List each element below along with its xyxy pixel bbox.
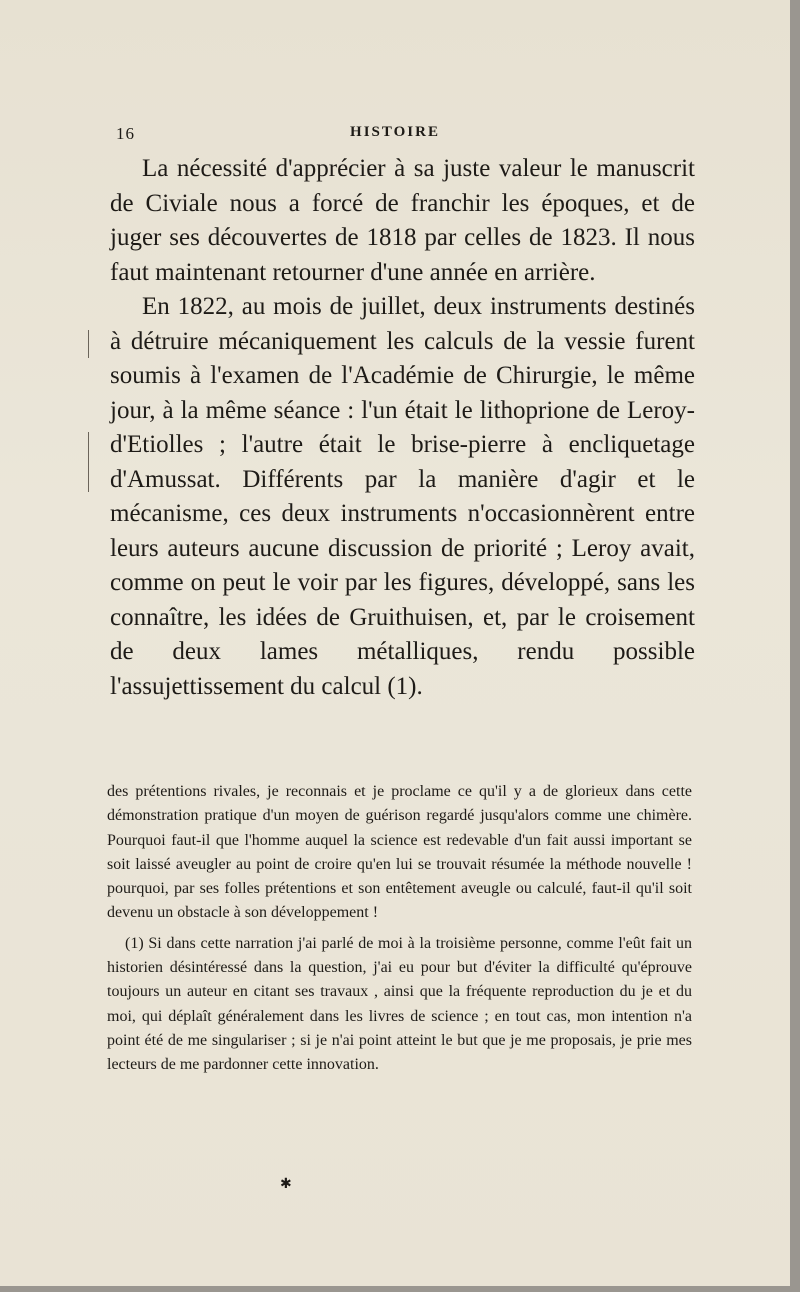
main-text (110, 152, 695, 704)
margin-pencil-mark (88, 432, 89, 492)
footnote: (1) Si dans cette narration j'ai parlé de moi à la troisième personne, comme l'eût fait un historien désintéressé dans la question, j'ai eu pour but d'éviter la difficulté qu'éprouve toujours un auteur en citant ses travaux , ainsi que la fréquente reproduction du je et du moi, qui déplaît généralement dans les livres de science ; en tout cas, mon intention n'a point été de me singulariser ; si je n'ai point atteint le but que je me proposais, je prie mes lecteurs de me pardonner cette innovation. (107, 934, 692, 1074)
margin-pencil-mark (88, 330, 89, 358)
paragraph: La nécessité d'apprécier à sa juste valeur le manuscrit de Civiale nous a forcé de franchir les époques, et de juger ses découvertes de 1818 par celles de 1823. Il nous faut maintenant retourner d'une année en arrière. (110, 155, 695, 286)
paragraph: En 1822, au mois de juillet, deux instruments destinés à détruire mécaniquement les calculs de la vessie furent soumis à l'examen de l'Académie de Chirurgie, le même jour, à la même séance : l'un était le lithoprione de Leroy-d'Etiolles ; l'autre était le brise-pierre à encliquetage d'Amussat. Différents par la manière d'agir et le mécanisme, ces deux instruments n'occasionnèrent entre leurs auteurs aucune discussion de priorité ; Leroy avait, comme on peut le voir par les figures, développé, sans les connaître, les idées de Gruithuisen, et, par le croisement de deux lames métalliques, rendu possible l'assujettissement du calcul (1). (110, 293, 695, 700)
printer-ornament: ✱ (280, 1177, 292, 1192)
footnotes (107, 780, 692, 1078)
running-head: HISTOIRE (350, 124, 440, 140)
continued-footnote: des prétentions rivales, je reconnais et je proclame ce qu'il y a de glorieux dans cette démonstration pratique d'un moyen de guérison regardé jusqu'alors comme une chimère. Pourquoi faut-il que l'homme auquel la science est redevable d'un fait aussi important se soit laissé aveugler au point de croire qu'en lui se trouvait résumée la méthode nouvelle ! pourquoi, par ses folles prétentions et son entêtement aveugle ou calculé, faut-il qu'il soit devenu un obstacle à son développement ! (107, 783, 692, 922)
page-number: 16 (116, 124, 135, 143)
